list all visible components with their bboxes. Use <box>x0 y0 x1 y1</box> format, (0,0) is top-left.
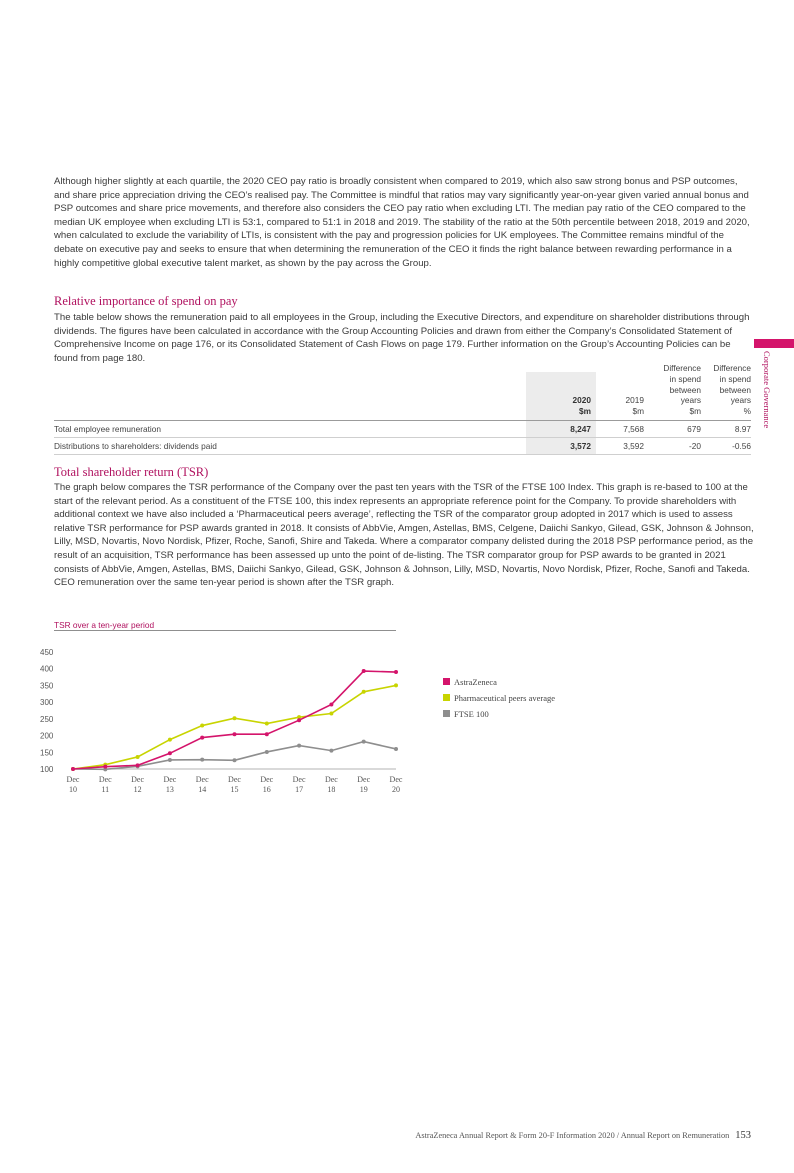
data-point <box>168 751 172 755</box>
chart-title-rule <box>54 630 396 631</box>
header-2020: 2020 $m <box>572 395 591 417</box>
data-point <box>136 755 140 759</box>
y-tick-label: 300 <box>40 698 54 708</box>
data-point <box>168 758 172 762</box>
x-tick-label: 10 <box>69 785 77 794</box>
x-tick-label: 20 <box>392 785 400 794</box>
data-point <box>200 736 204 740</box>
table-row <box>54 438 751 455</box>
cell-diff-m: -20 <box>689 441 701 451</box>
cell-2020: 8,247 <box>570 424 591 434</box>
section-tab-label[interactable]: Corporate Governance <box>762 351 772 429</box>
cell-diff-m: 679 <box>687 424 701 434</box>
data-point <box>362 740 366 744</box>
tsr-paragraph: The graph below compares the TSR performance of the Company over the past ten years with the TSR of the FTSE 100 Index. This graph is re-based to 100 at the start of the relevant period. As a constituent of the FTSE 100, this index represents an appropriate reference point for the Company. To provide shareholders with additional context we have also included a ‘Pharmaceutical peers average’, reflecting the TSR of the comparator group adopted in 2017 which is used to assess relative TSR performance for PSP awards granted in 2018. It consists of AbbVie, Amgen, Astellas, BMS, Celgene, Daiichi Sankyo, Gilead, GSK, Johnson & Johnson, Lilly, MSD, Novartis, Novo Nordisk, Pfizer, Roche, Sanofi, Shire and Takeda. Where a comparator company delisted during the 2018 PSP performance period, as the result of an acquisition, TSR performance has been assessed up unto the point of de-listing. The TSR comparator group for PSP awards to be granted in 2021 consists of AbbVie, Amgen, Astellas, BMS, Daiichi Sankyo, Gilead, GSK, Johnson & Johnson, Lilly, MSD, Novartis, Novo Nordisk, Pfizer, Roche, Sanofi and Takeda. CEO remuneration over the same ten-year period is shown after the TSR graph. <box>54 482 754 589</box>
row-label: Total employee remuneration <box>54 424 161 434</box>
tsr-line-chart <box>30 640 410 805</box>
cell-2019: 3,592 <box>623 441 644 451</box>
y-tick-label: 400 <box>40 664 54 674</box>
x-tick-label: 19 <box>359 785 368 794</box>
y-tick-label: 200 <box>40 731 54 741</box>
legend-swatch <box>443 678 450 685</box>
page-number: 153 <box>735 1130 751 1141</box>
page-footer <box>415 1130 751 1141</box>
data-point <box>168 738 172 742</box>
data-point <box>265 722 269 726</box>
tsr-heading: Total shareholder return (TSR) <box>54 465 209 479</box>
data-point <box>329 702 333 706</box>
x-tick-label: Dec <box>195 775 209 784</box>
x-tick-label: 11 <box>101 785 110 794</box>
footer-text: AstraZeneca Annual Report & Form 20-F Information 2020 / Annual Report on Remuneration <box>415 1131 730 1140</box>
data-point <box>233 732 237 736</box>
spend-on-pay-heading: Relative importance of spend on pay <box>54 294 238 308</box>
y-tick-label: 450 <box>40 648 54 657</box>
x-tick-label: Dec <box>98 775 112 784</box>
x-tick-label: 12 <box>133 785 142 794</box>
x-tick-label: Dec <box>66 775 80 784</box>
y-tick-label: 350 <box>40 681 54 691</box>
spend-on-pay-paragraph: The table below shows the remuneration paid to all employees in the Group, including the Executive Directors, and expenditure on shareholder distributions through dividends. The figures have been calculated in accordance with the Group Accounting Policies and drawn from either the Company’s Consolidated Statement of Comprehensive Income on page 176, or its Consolidated Statement of Cash Flows on page 179. Further information on the Group’s Accounting Policies can be found from page 180. <box>54 312 750 364</box>
data-point <box>394 683 398 687</box>
data-point <box>297 744 301 748</box>
data-point <box>200 724 204 728</box>
series-line <box>73 685 396 769</box>
data-point <box>233 716 237 720</box>
data-point <box>394 670 398 674</box>
x-tick-label: Dec <box>292 775 306 784</box>
cell-diff-pct: -0.56 <box>732 441 751 451</box>
x-tick-label: Dec <box>389 775 403 784</box>
header-2019: 2019 $m <box>625 395 644 417</box>
legend-item-astrazeneca <box>443 677 555 693</box>
table-header <box>54 363 751 421</box>
y-tick-label: 250 <box>40 714 54 724</box>
legend-item-ftse <box>443 709 555 725</box>
legend-swatch <box>443 710 450 717</box>
cell-2019: 7,568 <box>623 424 644 434</box>
chart-legend <box>443 677 555 725</box>
x-tick-label: 18 <box>327 785 336 794</box>
cell-2020: 3,572 <box>570 441 591 451</box>
x-tick-label: Dec <box>228 775 241 784</box>
x-tick-label: 14 <box>198 785 207 794</box>
spend-on-pay-table <box>54 363 751 455</box>
legend-label: AstraZeneca <box>454 677 497 687</box>
y-tick-label: 100 <box>40 765 54 774</box>
cell-diff-pct: 8.97 <box>734 424 751 434</box>
row-label: Distributions to shareholders: dividends paid <box>54 441 217 451</box>
x-tick-label: Dec <box>324 775 338 784</box>
data-point <box>233 758 237 762</box>
x-tick-label: 17 <box>295 785 304 794</box>
legend-item-peers <box>443 693 555 709</box>
table-row <box>54 421 751 438</box>
y-tick-label: 150 <box>40 748 54 758</box>
chart-title: TSR over a ten-year period <box>54 620 155 630</box>
x-tick-label: 15 <box>230 785 239 794</box>
pay-ratio-paragraph: Although higher slightly at each quartile, the 2020 CEO pay ratio is broadly consistent when compared to 2019, which also saw strong bonus and PSP outcomes, and share price appreciation driving the CEO’s realised pay. The Committee is mindful that ratios may vary significantly year-on-year given varied annual bonus and PSP outcomes and share price movements, and therefore also considers the CEO pay ratio when excluding LTI. The median pay ratio of the CEO compared to the median UK employee when excluding LTI is 53:1, compared to 51:1 in 2018 and 2019. The stability of the ratio at the 50th percentile between 2018, 2019 and 2020, when calculated to exclude the variability of LTIs, is consistent with the pay and progression policies for UK employees. The Committee remains mindful of the debate on executive pay and seeks to ensure that when determining the remuneration of the CEO it finds the right balance between rewarding performance in a highly competitive global executive talent market, as shown by the pay across the Group. <box>54 176 750 269</box>
x-tick-label: 16 <box>262 785 271 794</box>
section-tab-marker <box>754 339 794 348</box>
data-point <box>362 669 366 673</box>
data-point <box>200 758 204 762</box>
legend-label: Pharmaceutical peers average <box>454 693 555 703</box>
data-point <box>297 718 301 722</box>
x-tick-label: 13 <box>165 785 174 794</box>
data-point <box>394 747 398 751</box>
data-point <box>103 765 107 769</box>
legend-label: FTSE 100 <box>454 709 489 719</box>
header-diff-pct: Difference in spend between years % <box>713 363 751 417</box>
x-tick-label: Dec <box>163 775 177 784</box>
data-point <box>265 750 269 754</box>
data-point <box>265 732 269 736</box>
data-point <box>329 712 333 716</box>
x-tick-label: Dec <box>357 775 371 784</box>
series-line <box>73 742 396 770</box>
data-point <box>71 767 75 771</box>
legend-swatch <box>443 694 450 701</box>
x-tick-label: Dec <box>260 775 274 784</box>
x-tick-label: Dec <box>131 775 145 784</box>
data-point <box>136 763 140 767</box>
data-point <box>329 749 333 753</box>
header-diff-m: Difference in spend between years $m <box>663 363 701 417</box>
data-point <box>362 690 366 694</box>
